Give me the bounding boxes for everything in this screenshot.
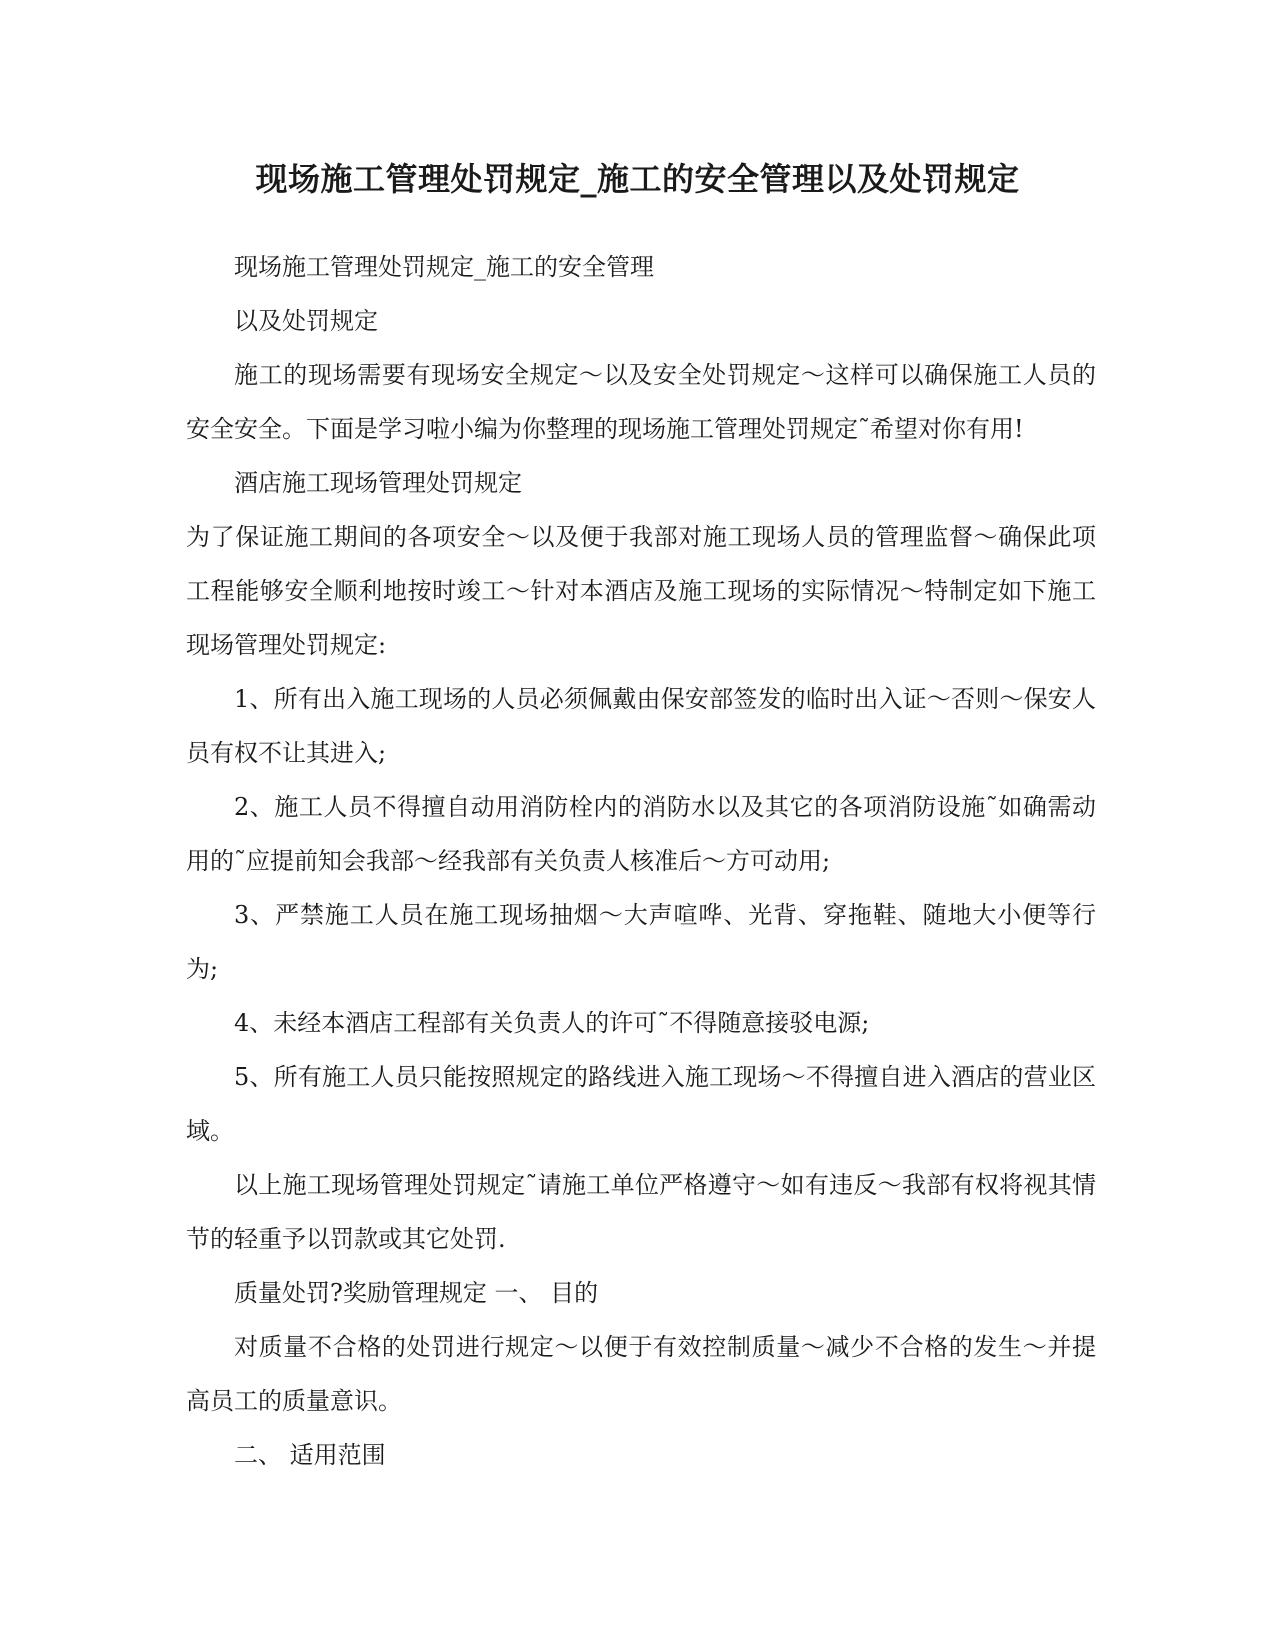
rule-item-4: 4、未经本酒店工程部有关负责人的许可˜不得随意接驳电源;	[234, 1009, 870, 1037]
paragraph-purpose: 为了保证施工期间的各项安全～以及便于我部对施工现场人员的管理监督～确保此项工程能够安全顺利地按时竣工～针对本酒店及施工现场的实际情况～特制定如下施工现场管理处罚规定:	[186, 523, 1096, 659]
paragraph-closing: 以上施工现场管理处罚规定˜请施工单位严格遵守～如有违反～我部有权将视其情节的轻重予以罚款或其它处罚.	[186, 1171, 1096, 1253]
rule-item-3: 3、严禁施工人员在施工现场抽烟～大声喧哗、光背、穿拖鞋、随地大小便等行为;	[186, 901, 1096, 983]
document-body	[186, 240, 1096, 1482]
section-heading-scope: 二、 适用范围	[234, 1441, 386, 1469]
paragraph-intro: 施工的现场需要有现场安全规定～以及安全处罚规定～这样可以确保施工人员的安全安全。下面是学习啦小编为你整理的现场施工管理处罚规定˜希望对你有用!	[186, 361, 1096, 443]
document-title: 现场施工管理处罚规定_施工的安全管理以及处罚规定	[255, 160, 1020, 198]
rule-item-1: 1、所有出入施工现场的人员必须佩戴由保安部签发的临时出入证～否则～保安人员有权不让其进入;	[186, 685, 1096, 767]
rule-item-2: 2、施工人员不得擅自动用消防栓内的消防水以及其它的各项消防设施˜如确需动用的˜应提前知会我部～经我部有关负责人核准后～方可动用;	[186, 793, 1096, 875]
rule-item-5: 5、所有施工人员只能按照规定的路线进入施工现场～不得擅自进入酒店的营业区域。	[186, 1063, 1096, 1145]
paragraph-subtitle-line-1: 现场施工管理处罚规定_施工的安全管理	[234, 253, 654, 281]
paragraph-quality-purpose: 对质量不合格的处罚进行规定～以便于有效控制质量～减少不合格的发生～并提高员工的质量意识。	[186, 1333, 1096, 1415]
paragraph-subtitle-line-2: 以及处罚规定	[234, 307, 378, 335]
section-heading-hotel-rules: 酒店施工现场管理处罚规定	[234, 469, 522, 497]
section-heading-quality: 质量处罚?奖励管理规定 一、 目的	[234, 1279, 599, 1307]
